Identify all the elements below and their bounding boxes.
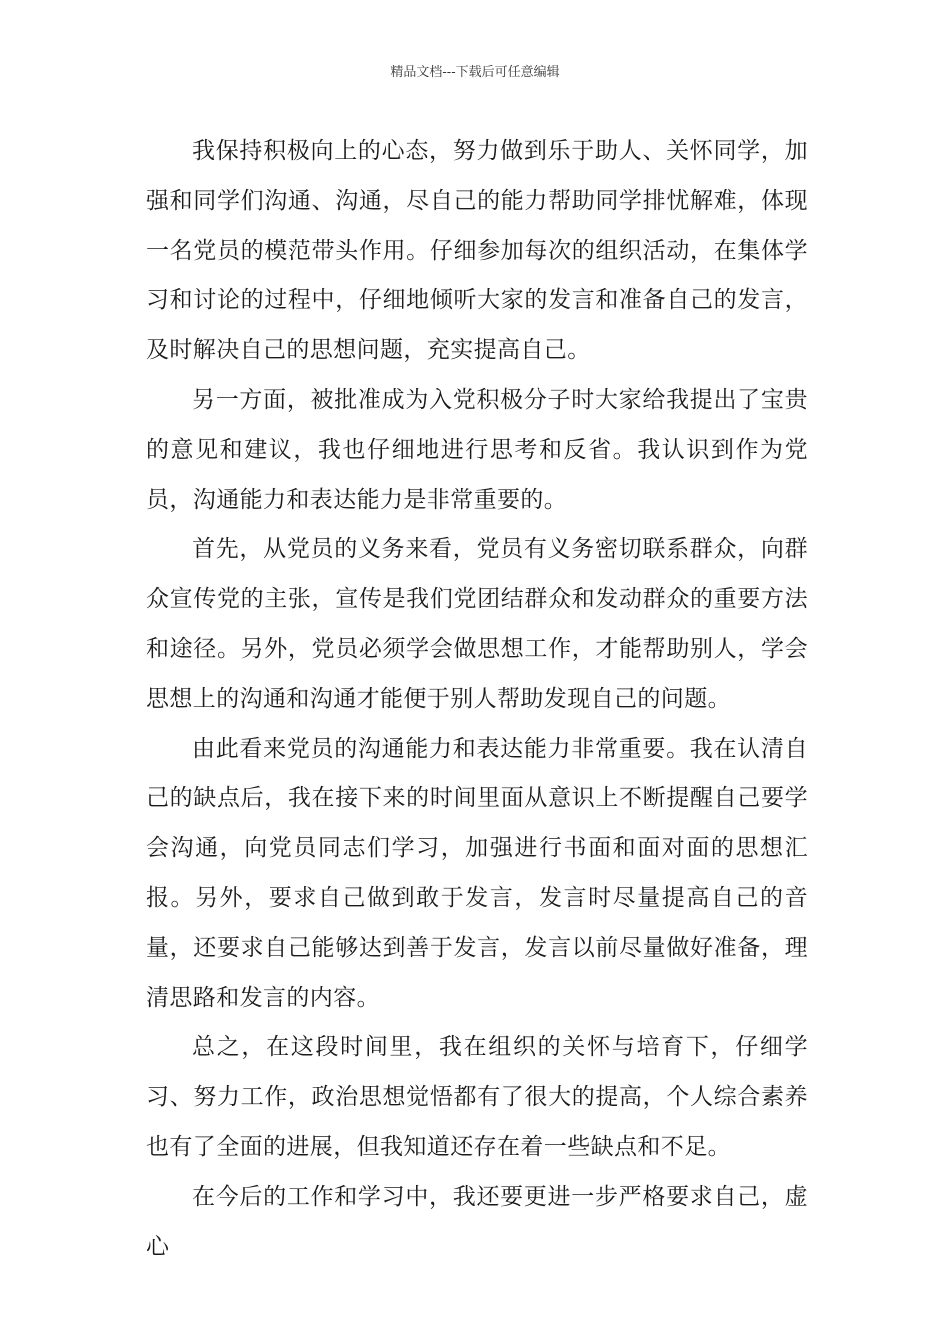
paragraph-6: 在今后的工作和学习中，我还要更进一步严格要求自己，虚心 <box>146 1183 808 1260</box>
paragraph-3: 首先，从党员的义务来看，党员有义务密切联系群众，向群众宣传党的主张，宣传是我们党团结群众和发动群众的重要方法和途径。另外，党员必须学会做思想工作，才能帮助别人，学会思想上的沟通和沟通才能便于别人帮助发现自己的问题。 <box>146 536 808 712</box>
page-header: 精品文档---下载后可任意编辑 <box>390 65 560 80</box>
document-body <box>146 127 808 1272</box>
paragraph-4: 由此看来党员的沟通能力和表达能力非常重要。我在认清自己的缺点后，我在接下来的时间里面从意识上不断提醒自己要学会沟通，向党员同志们学习，加强进行书面和面对面的思想汇报。另外，要求自己做到敢于发言，发言时尽量提高自己的音量，还要求自己能够达到善于发言，发言以前尽量做好准备，理清思路和发言的内容。 <box>146 735 808 1011</box>
paragraph-2: 另一方面，被批准成为入党积极分子时大家给我提出了宝贵的意见和建议，我也仔细地进行思考和反省。我认识到作为党员，沟通能力和表达能力是非常重要的。 <box>146 386 808 513</box>
paragraph-5: 总之，在这段时间里，我在组织的关怀与培育下，仔细学习、努力工作，政治思想觉悟都有了很大的提高，个人综合素养也有了全面的进展，但我知道还存在着一些缺点和不足。 <box>146 1034 808 1160</box>
paragraph-1: 我保持积极向上的心态，努力做到乐于助人、关怀同学，加强和同学们沟通、沟通，尽自己的能力帮助同学排忧解难，体现一名党员的模范带头作用。仔细参加每次的组织活动，在集体学习和讨论的过程中，仔细地倾听大家的发言和准备自己的发言，及时解决自己的思想问题，充实提高自己。 <box>146 138 808 364</box>
